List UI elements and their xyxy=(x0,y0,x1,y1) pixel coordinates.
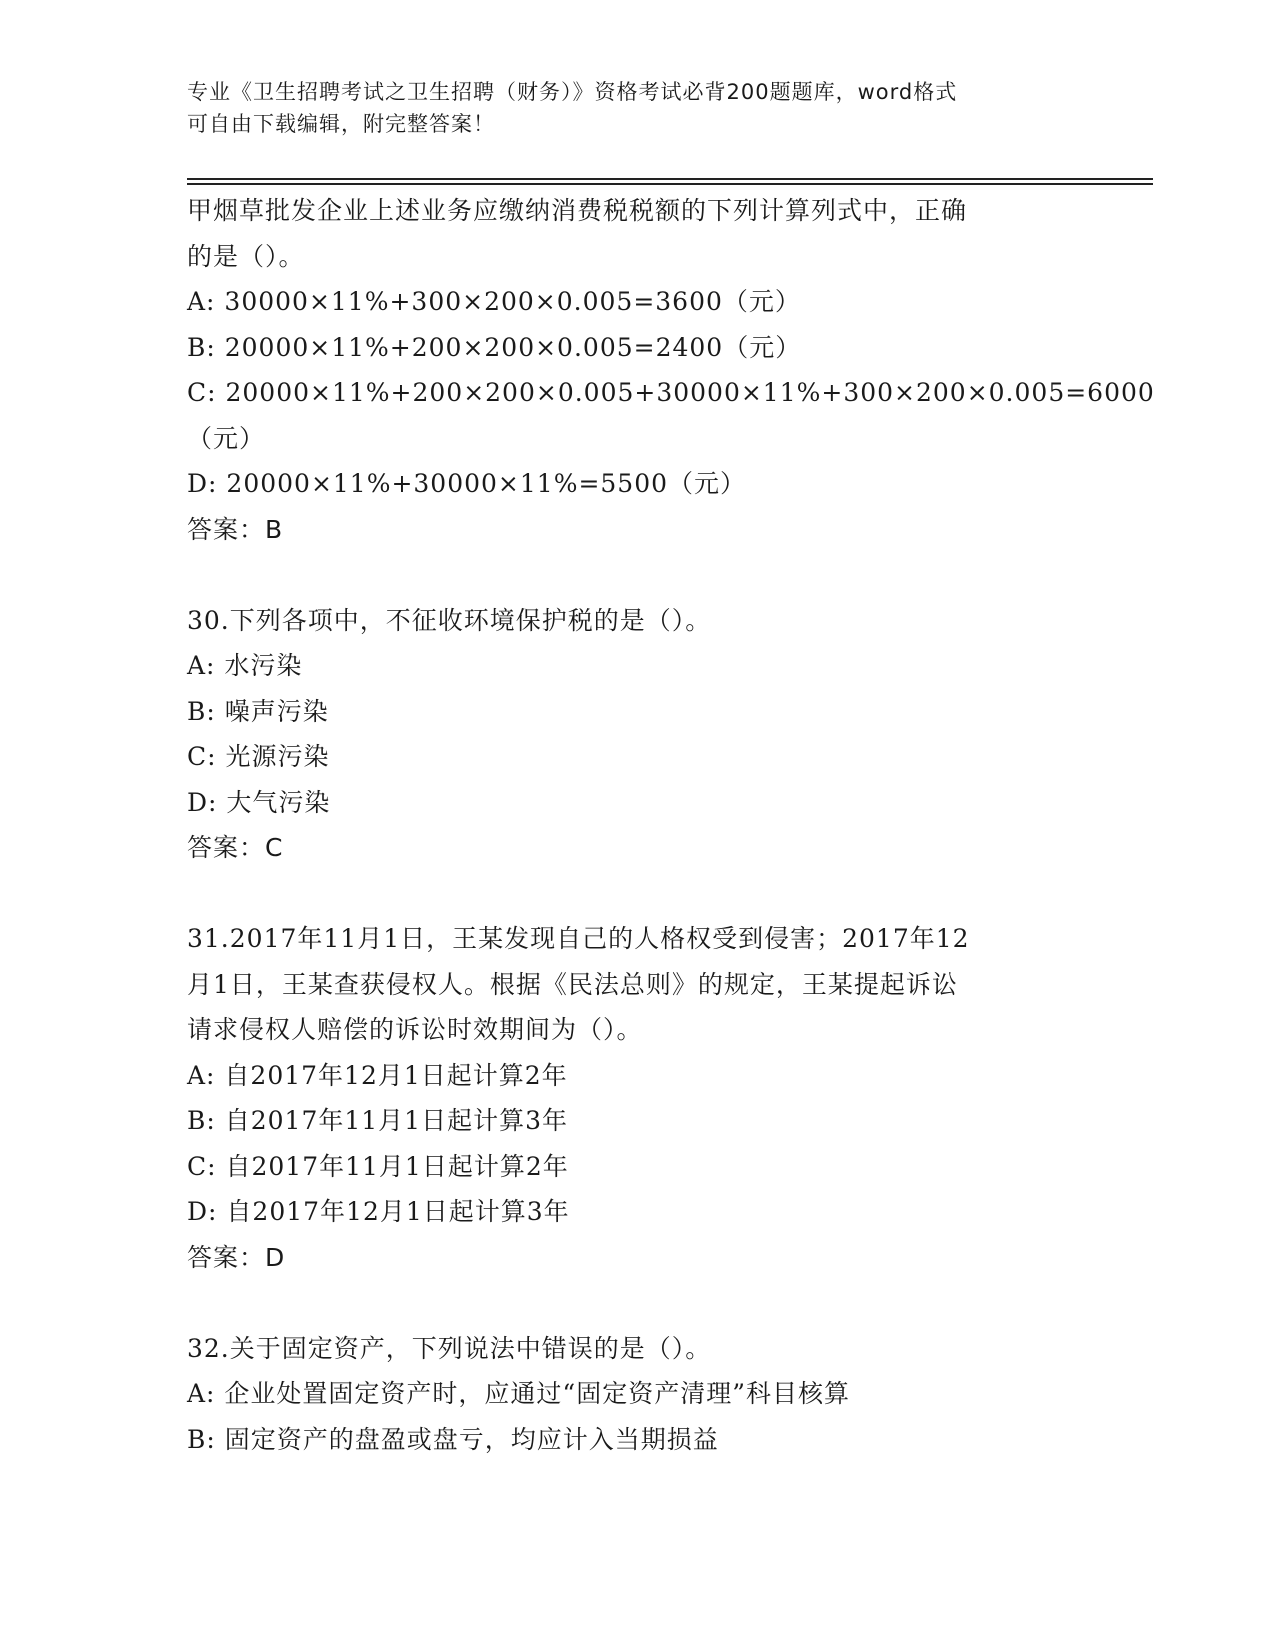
header-rule-bottom xyxy=(187,183,1153,185)
question-stem-cont: 的是（）。 xyxy=(187,241,305,271)
spacer xyxy=(187,1280,1087,1326)
option-a: A: 自2017年12月1日起计算2年 xyxy=(187,1060,568,1090)
document-body xyxy=(187,188,1155,1462)
option-d: D: 20000×11%+30000×11%=5500（元） xyxy=(187,469,747,498)
question-stem-cont: 请求侵权人赔偿的诉讼时效期间为（）。 xyxy=(187,1015,643,1044)
option-a: A: 水污染 xyxy=(187,651,303,680)
header-line-2: 可自由下载编辑，附完整答案！ xyxy=(187,112,495,136)
question-stem: 31.2017年11月1日，王某发现自己的人格权受到侵害；2017年12 xyxy=(187,924,970,953)
option-c: C: 自2017年11月1日起计算2年 xyxy=(187,1151,569,1181)
question-stem-cont: 月1日，王某查获侵权人。根据《民法总则》的规定，王某提起诉讼 xyxy=(187,969,958,999)
option-b: B: 自2017年11月1日起计算3年 xyxy=(187,1106,568,1135)
question-32 xyxy=(187,1326,1087,1463)
answer: 答案：C xyxy=(187,833,284,862)
spacer xyxy=(187,871,1087,917)
document-header xyxy=(187,76,1087,140)
question-stem: 30.下列各项中，不征收环境保护税的是（）。 xyxy=(187,605,712,635)
question-29 xyxy=(187,188,1155,552)
question-stem: 甲烟草批发企业上述业务应缴纳消费税税额的下列计算列式中，正确 xyxy=(187,196,968,225)
option-d: D: 自2017年12月1日起计算3年 xyxy=(187,1197,570,1226)
option-b: B: 噪声污染 xyxy=(187,696,329,726)
question-31 xyxy=(187,916,1087,1280)
option-c: C: 光源污染 xyxy=(187,742,330,771)
header-line-1: 专业《卫生招聘考试之卫生招聘（财务）》资格考试必背200题题库，word格式 xyxy=(187,80,958,104)
option-a: A: 企业处置固定资产时，应通过“固定资产清理”科目核算 xyxy=(187,1379,850,1408)
question-30 xyxy=(187,598,1087,871)
option-c: C: 20000×11%+200×200×0.005+30000×11%+300×200×0.005=6000 xyxy=(187,378,1155,407)
option-c-cont: （元） xyxy=(187,423,266,453)
option-b: B: 固定资产的盘盈或盘亏，均应计入当期损益 xyxy=(187,1424,719,1454)
header-rule-top xyxy=(187,178,1153,180)
question-stem: 32.关于固定资产，下列说法中错误的是（）。 xyxy=(187,1333,712,1363)
answer: 答案：D xyxy=(187,1242,286,1272)
option-a: A: 30000×11%+300×200×0.005=3600（元） xyxy=(187,287,801,316)
spacer xyxy=(187,552,1087,598)
option-d: D: 大气污染 xyxy=(187,787,331,817)
answer: 答案：B xyxy=(187,514,284,544)
option-b: B: 20000×11%+200×200×0.005=2400（元） xyxy=(187,332,802,362)
